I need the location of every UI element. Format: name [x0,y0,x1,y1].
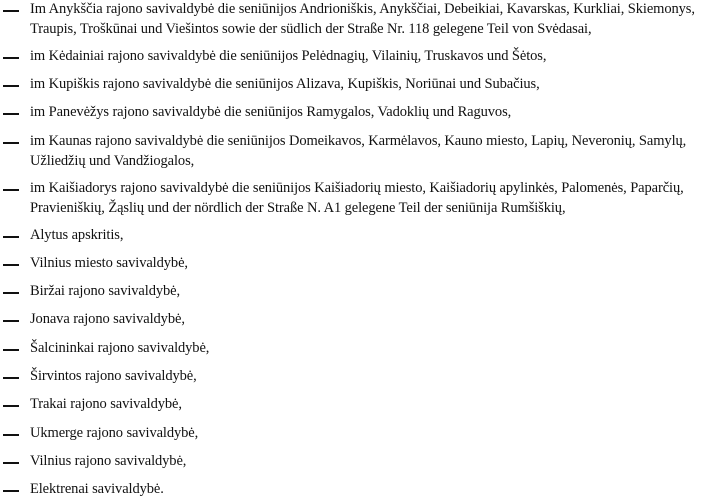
list-item-text [30,0,715,39]
list-item-line: Vilnius rajono savivaldybė, [30,453,187,469]
list-item-line: Jonava rajono savivaldybė, [30,311,185,327]
dash-bullet [3,189,19,191]
dash-bullet [3,85,19,87]
list-item-text [30,367,715,387]
list-item-line: Užliedžių und Vandžiogalos, [30,152,195,169]
list-item-text [30,395,715,415]
list-item-text [30,480,715,500]
dash-bullet [3,292,19,294]
dash-bullet [3,113,19,115]
list-item-text [30,103,715,123]
list-item-line: Trakai rajono savivaldybė, [30,396,182,412]
list-item-line: Pravieniškių, Žąslių und der nördlich der Straße N. A1 gelegene Teil der seniūnija Rumšiškių, [30,199,566,216]
dash-bullet [3,405,19,407]
list-item-text [30,47,715,67]
list-item-text [30,424,715,444]
list-item-text [30,282,715,302]
list-item-line: im Kaišiadorys rajono savivaldybė die seniūnijos Kaišiadorių miesto, Kaišiadorių apylinkės, Palomenės, Paparčių, [30,180,684,196]
list-item-text [30,452,715,472]
dash-bullet [3,462,19,464]
list-item-line: Im Anykščia rajono savivaldybė die seniūnijos Andrioniškis, Anykščiai, Debeikiai, Kavarskas, Kurkliai, Skiemonys, [30,1,695,17]
list-item-text [30,179,715,218]
dash-bullet [3,57,19,59]
dash-bullet [3,10,19,12]
dash-bullet [3,377,19,379]
list-item-line: Vilnius miesto savivaldybė, [30,255,188,271]
list-item-line: Alytus apskritis, [30,227,124,243]
list-item-text [30,75,715,95]
list-item-line: Biržai rajono savivaldybė, [30,283,181,299]
list-item-text [30,339,715,359]
list-item-text [30,132,715,171]
list-item-line: im Kaunas rajono savivaldybė die seniūnijos Domeikavos, Karmėlavos, Kauno miesto, Lapių, Neveronių, Samylų, [30,133,687,149]
list-item-line: Traupis, Troškūnai und Viešintos sowie der südlich der Straße Nr. 118 gelegene Teil von Svėdasai, [30,20,592,37]
dash-bullet [3,320,19,322]
list-item-line: Šalcininkai rajono savivaldybė, [30,340,210,356]
list-item-line: im Panevėžys rajono savivaldybė die seniūnijos Ramygalos, Vadoklių und Raguvos, [30,104,512,120]
dash-bullet [3,142,19,144]
dash-bullet [3,236,19,238]
dash-bullet [3,264,19,266]
dash-bullet [3,349,19,351]
list-item-line: Širvintos rajono savivaldybė, [30,368,197,384]
list-item-line: Ukmerge rajono savivaldybė, [30,425,199,441]
list-item-line: im Kupiškis rajono savivaldybė die seniūnijos Alizava, Kupiškis, Noriūnai und Subačius, [30,76,540,92]
dash-bullet [3,490,19,492]
list-item-text [30,254,715,274]
list-item-text [30,226,715,246]
dash-bullet [3,434,19,436]
list-item-line: im Kėdainiai rajono savivaldybė die seniūnijos Pelėdnagių, Vilainių, Truskavos und Šėtos, [30,48,547,64]
list-item-text [30,310,715,330]
list-item-line: Elektrenai savivaldybė. [30,481,164,497]
